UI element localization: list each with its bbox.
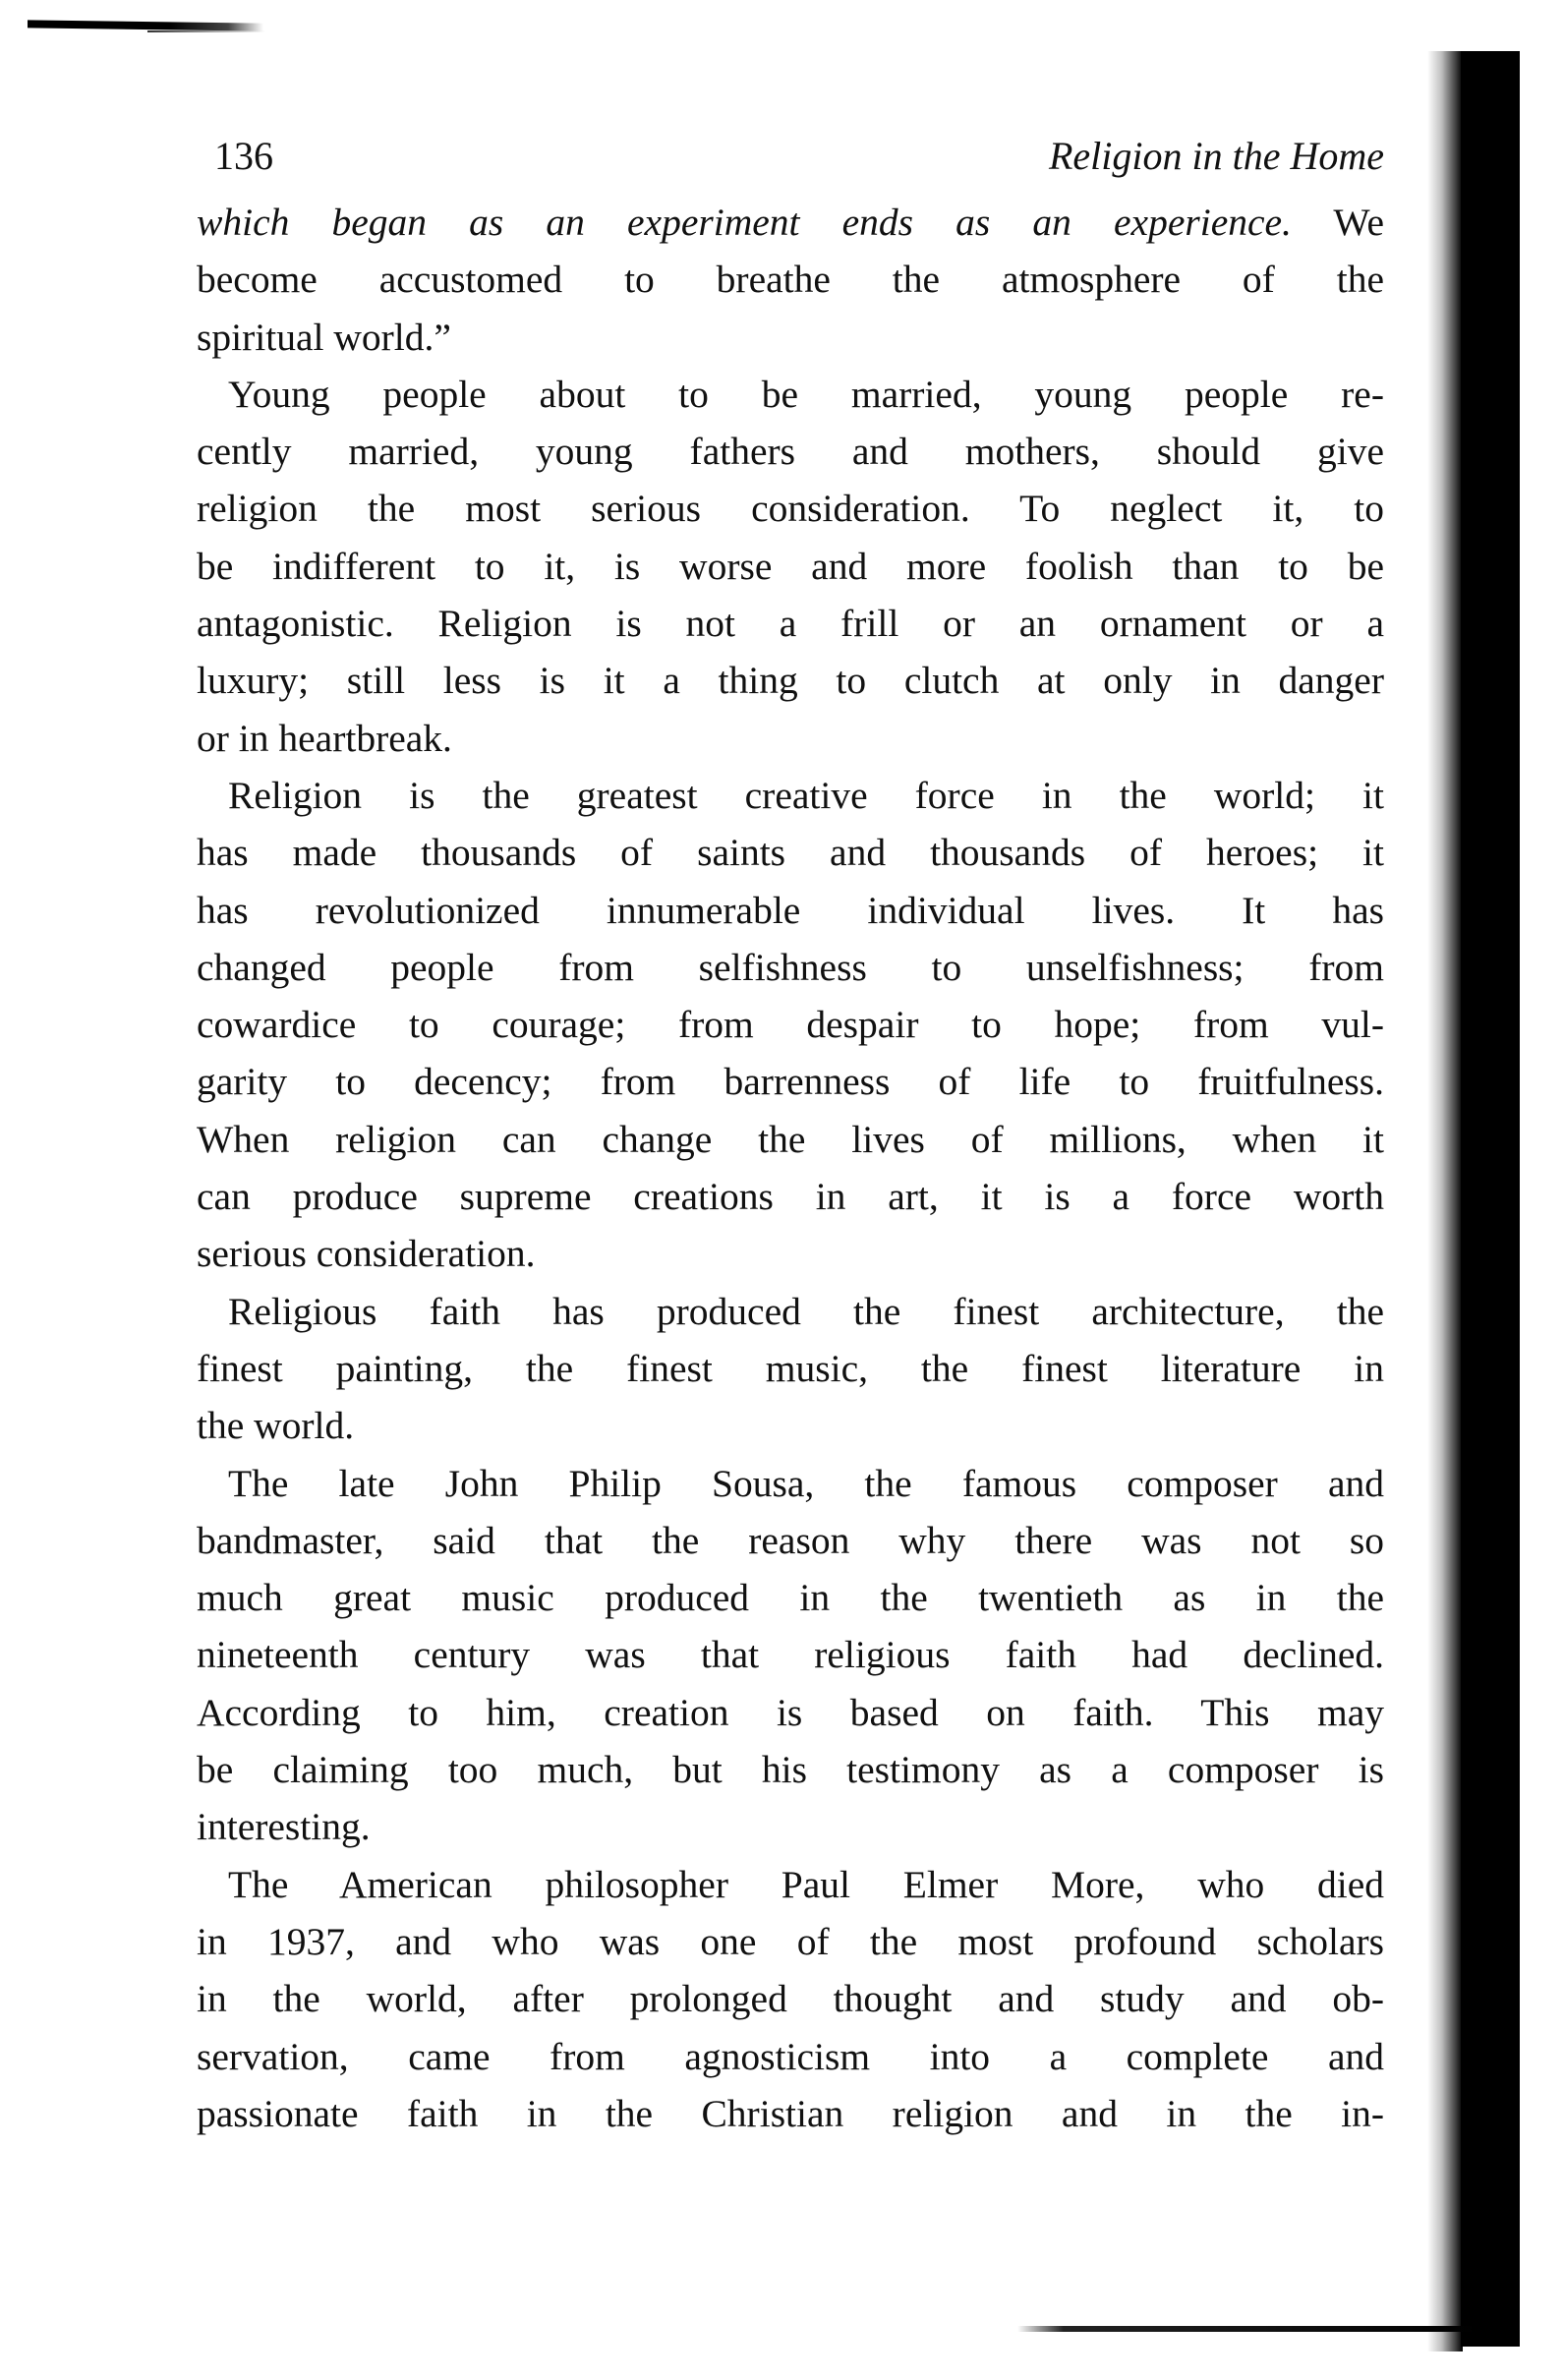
text-line: Religion is the greatest creative force in the world; it [228,773,1384,817]
text-line: nineteenth century was that religious faith had declined. [197,1633,1384,1677]
page-number: 136 [214,134,273,178]
text-line: in 1937, and who was one of the most profound scholars [197,1919,1384,1963]
text-line: cowardice to courage; from despair to hope; from vul- [197,1003,1384,1047]
text-line: which began as an experiment ends as an experience. We [197,201,1385,244]
scan-top-edge-rule [28,20,263,30]
text-line: religion the most serious consideration. To neglect it, to [197,487,1384,531]
text-line: the world. [197,1404,355,1448]
text-line: Young people about to be married, young people re- [228,372,1384,416]
running-title: Religion in the Home [1048,134,1384,178]
text-line: luxury; still less is it a thing to clutch at only in danger [197,659,1384,703]
text-line: be claiming too much, but his testimony as a composer is [197,1748,1384,1792]
scan-page-edge [1461,51,1520,2347]
text-line: interesting. [197,1805,371,1849]
text-line: When religion can change the lives of millions, when it [197,1117,1384,1161]
paragraph [197,1856,1384,2142]
book-page [197,128,1384,2142]
text-line: can produce supreme creations in art, it is a force worth [197,1175,1384,1219]
text-line: cently married, young fathers and mothers, should give [197,430,1384,474]
text-line: bandmaster, said that the reason why there was not so [197,1518,1384,1562]
text-line: servation, came from agnosticism into a complete and [197,2034,1384,2078]
text-line: finest painting, the finest music, the finest literature in [197,1346,1384,1390]
paragraph [197,1283,1384,1455]
text-line: much great music produced in the twentieth as in the [197,1576,1384,1620]
text-line: be indifferent to it, is worse and more foolish than to be [197,544,1384,588]
running-head [197,128,1384,185]
text-line: changed people from selfishness to unselfishness; from [197,945,1384,989]
text-line: The late John Philip Sousa, the famous composer and [228,1461,1384,1505]
text-line: garity to decency; from barrenness of life to fruitfulness. [197,1060,1384,1104]
text-line: spiritual world.” [197,315,451,359]
text-line: According to him, creation is based on faith. This may [197,1690,1384,1734]
scan-top-edge-rule-thin [147,30,265,32]
text-line: serious consideration. [197,1232,536,1276]
text-line: has made thousands of saints and thousands of heroes; it [197,831,1384,875]
italic-text: which began as an experiment ends as an experience. [197,201,1292,244]
paragraph [197,194,1384,366]
paragraph [197,767,1384,1283]
scan-spine-shadow [1427,51,1463,2351]
text-line: passionate faith in the Christian religion and in the in- [197,2091,1384,2135]
text-line: or in heartbreak. [197,716,452,760]
text-line: antagonistic. Religion is not a frill or an ornament or a [197,602,1384,646]
text-line: become accustomed to breathe the atmosphere of the [197,258,1384,302]
scan-bottom-edge-rule [1017,2326,1479,2332]
text-line: The American philosopher Paul Elmer More, who died [228,1862,1384,1906]
text-line: Religious faith has produced the finest architecture, the [228,1289,1384,1333]
text-line: has revolutionized innumerable individual lives. It has [197,888,1384,932]
body-text [197,194,1384,2142]
paragraph [197,366,1384,767]
text-line: in the world, after prolonged thought and study and ob- [197,1977,1384,2021]
paragraph [197,1455,1384,1856]
